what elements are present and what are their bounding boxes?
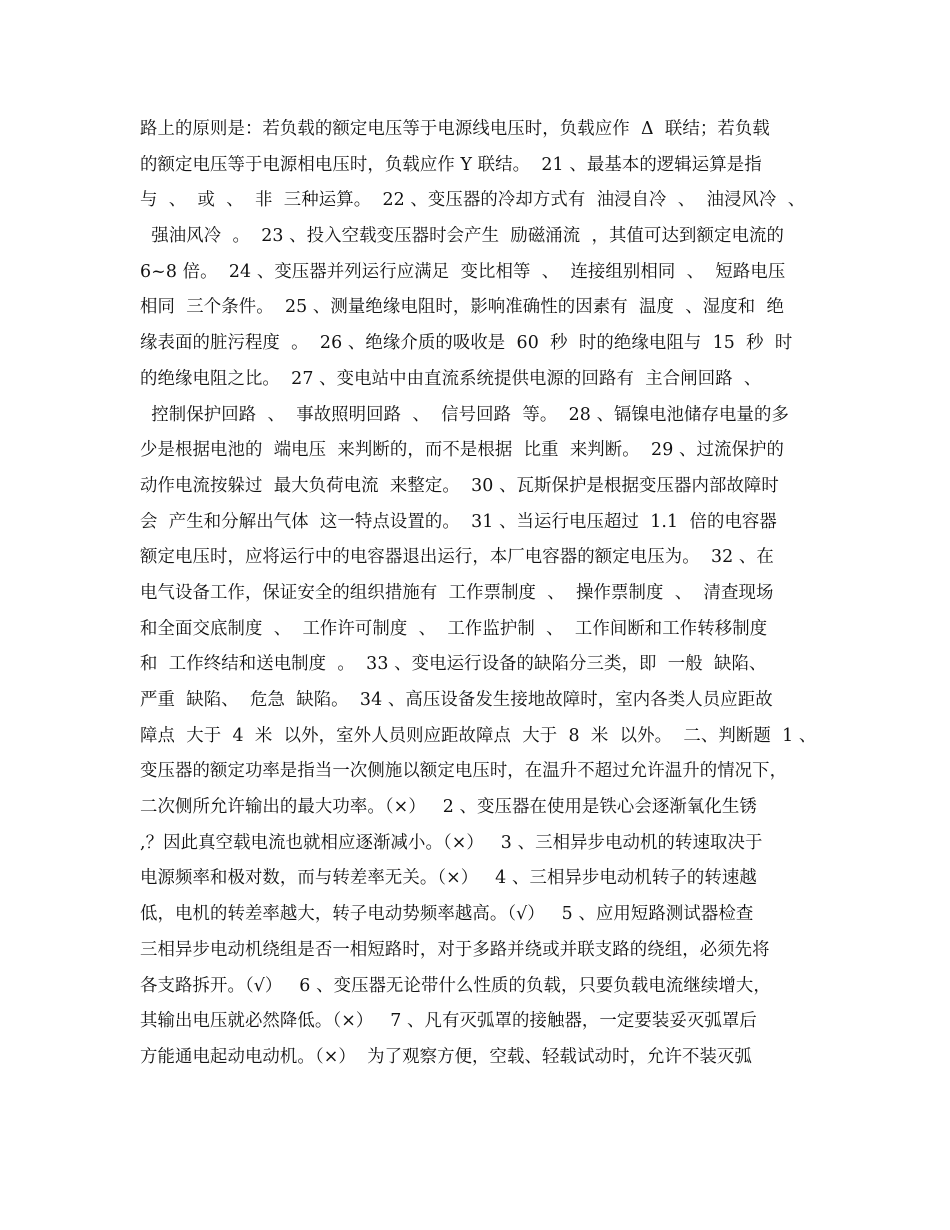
text-line: 和 工作终结和送电制度 。 33 、变电运行设备的缺陷分三类，即 一般 缺陷、 [140,654,767,675]
text-line: 障点 大于 4 米 以外，室外人员则应距故障点 大于 8 米 以外。 二、判断题 1 、 [140,725,817,746]
body-text [140,112,840,1076]
text-line: 低，电机的转差率越大，转子电动势频率越高。（√） 5 、应用短路测试器检查 [140,904,754,925]
text-line: 电气设备工作，保证安全的组织措施有 工作票制度 、 操作票制度 、 清查现场 [140,582,774,603]
text-line: 会 产生和分解出气体 这一特点设置的。 31 、当运行电压超过 1.1 倍的电容器 [140,511,777,532]
text-line: 6~8 倍。 24 、变压器并列运行应满足 变比相等 、 连接组别相同 、 短路电压 [140,261,786,282]
text-line: 变压器的额定功率是指当一次侧施以额定电压时，在温升不超过允许温升的情况下， [140,761,788,782]
text-line: 额定电压时，应将运行中的电容器退出运行，本厂电容器的额定电压为。 32 、在 [140,547,774,568]
text-line: 严重 缺陷、 危急 缺陷。 34 、高压设备发生接地故障时，室内各类人员应距故 [140,690,773,710]
text-line: 相同 三个条件。 25 、测量绝缘电阻时，影响准确性的因素有 温度 、湿度和 绝 [140,297,784,318]
text-line: 各支路拆开。（√） 6 、变压器无论带什么性质的负载，只要负载电流继续增大， [140,975,771,996]
text-line: 电源频率和极对数，而与转差率无关。（×） 4 、三相异步电动机转子的转速越 [140,868,757,889]
text-line: 三相异步电动机绕组是否一相短路时，对于多路并绕或并联支路的绕组，必须先将 [140,939,770,960]
text-line: 控制保护回路 、 事故照明回路 、 信号回路 等。 28 、镉镍电池储存电量的多 [140,404,789,425]
text-line: ,？因此真空载电流也就相应逐渐减小。（×） 3 、三相异步电动机的转速取决于 [140,832,763,853]
text-line: 与 、 或 、 非 三种运算。 22 、变压器的冷却方式有 油浸自冷 、 油浸风冷 、 [140,190,806,211]
text-line: 动作电流按躲过 最大负荷电流 来整定。 30 、瓦斯保护是根据变压器内部故障时 [140,475,779,496]
text-line: 二次侧所允许输出的最大功率。（×） 2 、变压器在使用是铁心会逐渐氧化生锈 [140,797,757,818]
text-line: 其输出电压就必然降低。（×） 7 、凡有灭弧罩的接触器，一定要装妥灭弧罩后 [140,1011,757,1032]
text-line: 方能通电起动电动机。（×） 为了观察方便，空载、轻载试动时，允许不装灭弧 [140,1046,752,1067]
text-line: 强油风冷 。 23 、投入空载变压器时会产生 励磁涌流 ，其值可达到额定电流的 [140,226,784,247]
text-line: 路上的原则是：若负载的额定电压等于电源线电压时，负载应作 Δ 联结；若负载 [140,119,770,139]
text-line: 少是根据电池的 端电压 来判断的，而不是根据 比重 来判断。 29 、过流保护的 [140,440,784,461]
text-line: 缘表面的脏污程度 。 26 、绝缘介质的吸收是 60 秒 时的绝缘电阻与 15 秒 时 [140,333,793,354]
text-line: 的额定电压等于电源相电压时，负载应作 Y 联结。 21 、最基本的逻辑运算是指 [140,154,762,175]
text-line: 的绝缘电阻之比。 27 、变电站中由直流系统提供电源的回路有 主合闸回路 、 [140,368,762,389]
text-line: 和全面交底制度 、 工作许可制度 、 工作监护制 、 工作间断和工作转移制度 [140,618,768,639]
